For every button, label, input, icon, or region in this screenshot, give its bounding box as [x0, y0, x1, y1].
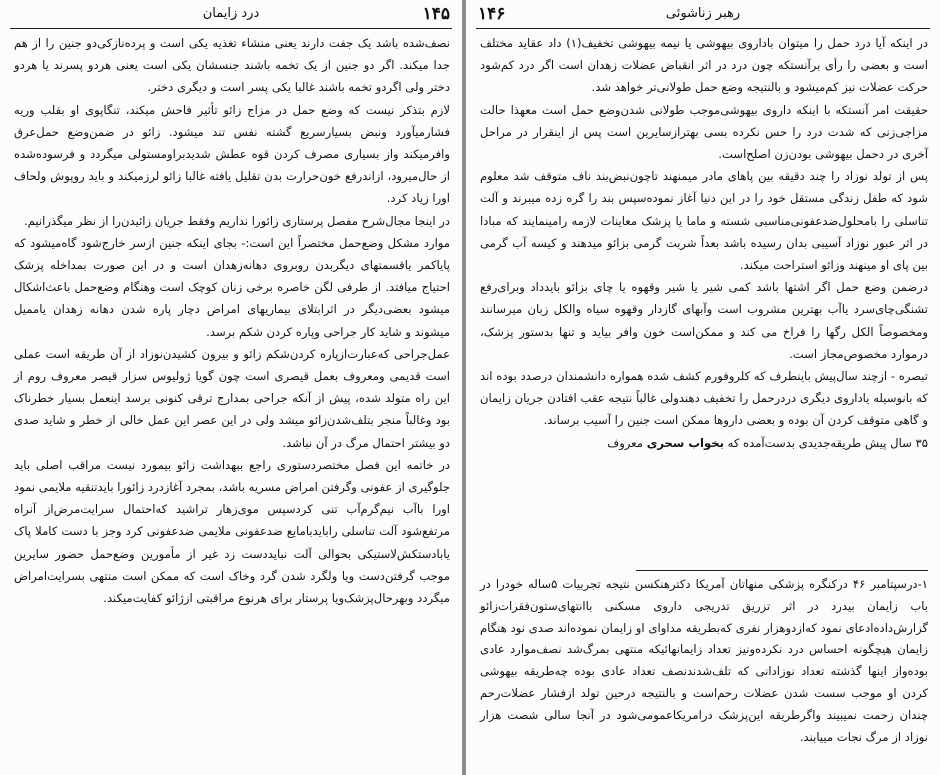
left-paragraph: در اینجا مجال‌شرح مفصل پرستاری زائورا نداریم وفقط جریان زائیدن‌را از نظر میگذرانیم.: [24, 213, 450, 228]
left-page-number: ۱۴۵: [422, 4, 450, 24]
right-page-number: ۱۴۶: [478, 4, 506, 24]
footnote-rule: [636, 570, 928, 571]
left-paragraph: عمل‌جراحی که‌عبارت‌ازپاره کردن‌شکم زائو و بیرون کشیدن‌نوزاد از آن طریقه است عملی است قدیمی ومعروف بعمل قیصری است چون گویا ژولیوس سزار قیصر معروف روم از این راه متولد شده، پیش از آنکه جراحی بمدارج ترقی کنونی برسد اینعمل بسیار خطرناک بود وغالباً منجر بتلف‌شدن‌زائو میشد ولی در این عصر این عمل خالی از خطر و شاید صدی دو بیشتر احتمال مرگ در آن نباشد.: [14, 346, 450, 450]
right-running-title: رهبر زناشوئی: [665, 6, 741, 21]
left-page: [0, 0, 462, 775]
left-header-rule: [10, 28, 452, 29]
left-paragraph: موارد مشکل وضع‌حمل مختصراً این است:- بجای اینکه جنین ازسر خارج‌شود گاه‌میشود که پایاکمر یاقسمتهای دیگربدن روبروی دهانه‌زهدان است و در این صورت بمداخله پزشک احتیاج میافتد. از طرفی لگن خاصره برخی زنان کوچک است وهنگام وضع‌حمل باعث‌اشکال میشود بعضی‌دیگر در اثرابتلای بیماریهای امراض دچار پاره شدن دهانه زهدان یاممیل میشوند و شاید کار جراحی وپاره کردن شکم برسد.: [14, 235, 450, 339]
left-paragraph: در خاتمه این فصل مختصردستوری راجع ببهداشت زائو بیمورد نیست مراقب اصلی باید جلوگیری از عفونی وگرفتن امراض مسریه باشد، بمجرد آغازدرد زائورا بایدتنقیه ملایمی نمود اورا باآب نیم‌گرم‌آب تنی کردسپس موی‌زهار تراشید که‌احتمال سرایت‌مرض‌از آنراه مرتفع‌شود آلت تناسلی رابایدبامایع ضدعفونی ملایمی ضدعفونی کرد وجز با دست کاملا پاک یاباد‌ستکش‌لاستیکی بحوالی آلت نبایددست زد غیر از مأمورین وضع‌حمل حضور سایرین موجب گرفتن‌دست ویا ولگرد شدن گرد وخاک است که ممکن است منتهی بسرایت‌امراض میگردد وبهرحال‌پزشک‌ویا پرستار برای هرنوع مراقبتی ازژائو کفایت‌میکند.: [14, 457, 450, 606]
footnote-text: ۱-درسپتامبر ۴۶ درکنگره پزشکی منهاتان آمریکا دکترهنکسن نتیجه تجربیات ۵ساله خودرا در باب زایمان بیدرد در اثر تزریق تدریجی داروی مسکنی باانتهای‌ستون‌فقرات‌زائو گزارش‌داده‌ادعای نمود که‌ازدوهزار نفری که‌بطریقه مداوای او زایمان نموده‌اند صدی نود هنگام زایمان هیچگونه احساس درد نکرده‌ونیز تعداد زایمانهائیکه منتهی بمرگ‌شد نصف‌موارد عادی بوده‌واز اینها گذشته تعداد نوزادانی که تلف‌شدند‌نصف تعداد عادی بوده‌ چه‌طریقه بیهوشی کردن او موجب سست شدن عضلات رحم‌است و بالنتیجه درحین تولد ازفشار عضلات‌رحم چندان زحمت نمیبیند واگرطریقه این‌پزشک درامریکاعمومی‌شود در آنجا سالی شصت هزار نوزاد از مرگ نجات مییابند.: [480, 577, 928, 744]
left-page-body: [14, 32, 450, 609]
right-page-header: [478, 4, 928, 26]
left-page-header: [12, 4, 450, 26]
right-paragraph: در اینکه آیا درد حمل را میتوان باداروی بیهوشی یا نیمه بیهوشی تخفیف(۱) داد عقاید مختلف است و بعضی را رأی برآنستکه چون درد در اثر انقباض عضلات زهدان است اگر درد کم‌شود حرکت عضلات نیز کم‌میشود و بالنتیجه وضع حمل طولانی‌تر خواهد شد.: [480, 36, 928, 95]
left-running-title: درد زایمان: [202, 6, 260, 21]
right-page: [466, 0, 940, 775]
right-paragraph: درضمن وضع حمل اگر اشتها باشد کمی شیر یا شیر وقهوه یا چای بزائو بایدداد وبرای‌رفع تشنگی‌چای‌سرد یاآب بهترین مشروب است وآبهای گازدار وقهوه سیاه والکل زبان میرسانند ومخصوصاً الکل رگها را فراخ می کند و ممکن‌است خون وافر بیاید و تنها بدستور پزشک‌، درموارد مخصوص‌مجاز است.: [480, 280, 928, 361]
right-paragraph: پس از تولد نوزاد را چند دقیقه بین پاهای مادر میمنهند تاچون‌نبض‌بند ناف متوقف شد معلوم شود که طفل زندگی مستقل خود را در این دنیا آغاز نموده‌سپس بند را گره زده میبرند و آلت تناسلی را بامحلول‌ضدعفونی‌مناسبی شسته و ماما یا پزشک معاینات لازمه رامینمایند که مبادا در اثر عبور نوزاد آسیبی بدان رسیده باشد بعداً شربت گرمی بزائو میدهند و کیسه آب گرمی بین پای او مینهند وزائو استراحت میکند.: [480, 169, 928, 273]
left-paragraph: نصف‌شده باشد یک جفت دارند یعنی منشاء تغذیه یکی است و پرده‌نازکی‌دو جنین را از هم جدا میکند. اگر دو جنین از یک تخمه باشند جنسشان یکی است یعنی هردو پسرند یا هردو دختر ولی اگردو تخمه باشند غالبا یکی پسر است و دیگری دختر.: [14, 36, 450, 95]
right-paragraph: ۳۵ سال پیش طریقه‌جدیدی بدست‌آمده که بخواب سحری معروف: [607, 435, 928, 450]
right-paragraph: حقیقت امر آنستکه با اینکه داروی بیهوشی‌موجب طولانی شدن‌وضع حمل است معهذا حالت مزاجی‌زنی که شدت درد را حس نکرده بسی بهترازسایرین است پس از اینقرار در مراحل آخری در دحمل بیهوشی بودن‌زن اصلح‌است.: [480, 102, 928, 162]
right-paragraph: تبصره - ازچند سال‌پیش باینطرف که کلروفورم کشف شده همواره دانشمندان درصدد بوده اند که بانوسیله یاداروی دیگری دردرحمل را تخفیف دهندولی غالباً نتیجه عقب افتادن جریان زایمان و گاهی متوقف کردن آن بوده و بعضی دارو‌ها ممکن است جنین را آسیب برساند.: [480, 369, 928, 428]
right-page-body: [480, 32, 928, 454]
emphasis-phrase: بخواب سحری: [646, 435, 724, 450]
left-paragraph: لازم بتذکر نیست که وضع حمل در مزاج زائو تأثیر فاحش میکند، تنگاپوی او بقلب وریه فشارمیآورد ونبض بسیارسریع گشته نفس تند میشود. زائو در ضمن‌وضع حمل‌عرق وافرمیکند واز بسیاری مصرف کردن قوه عطش شدیدبراومستولی میگردد و فرسوده‌شده از حال‌میرود، ازاندرفع خون‌حرارت بدن تقلیل یافته غالبا زائو لرزمیکند و باید روپوش ولحاف اورا زیاد کرد.: [14, 102, 450, 206]
right-header-rule: [476, 28, 930, 29]
footnote: [480, 574, 928, 748]
